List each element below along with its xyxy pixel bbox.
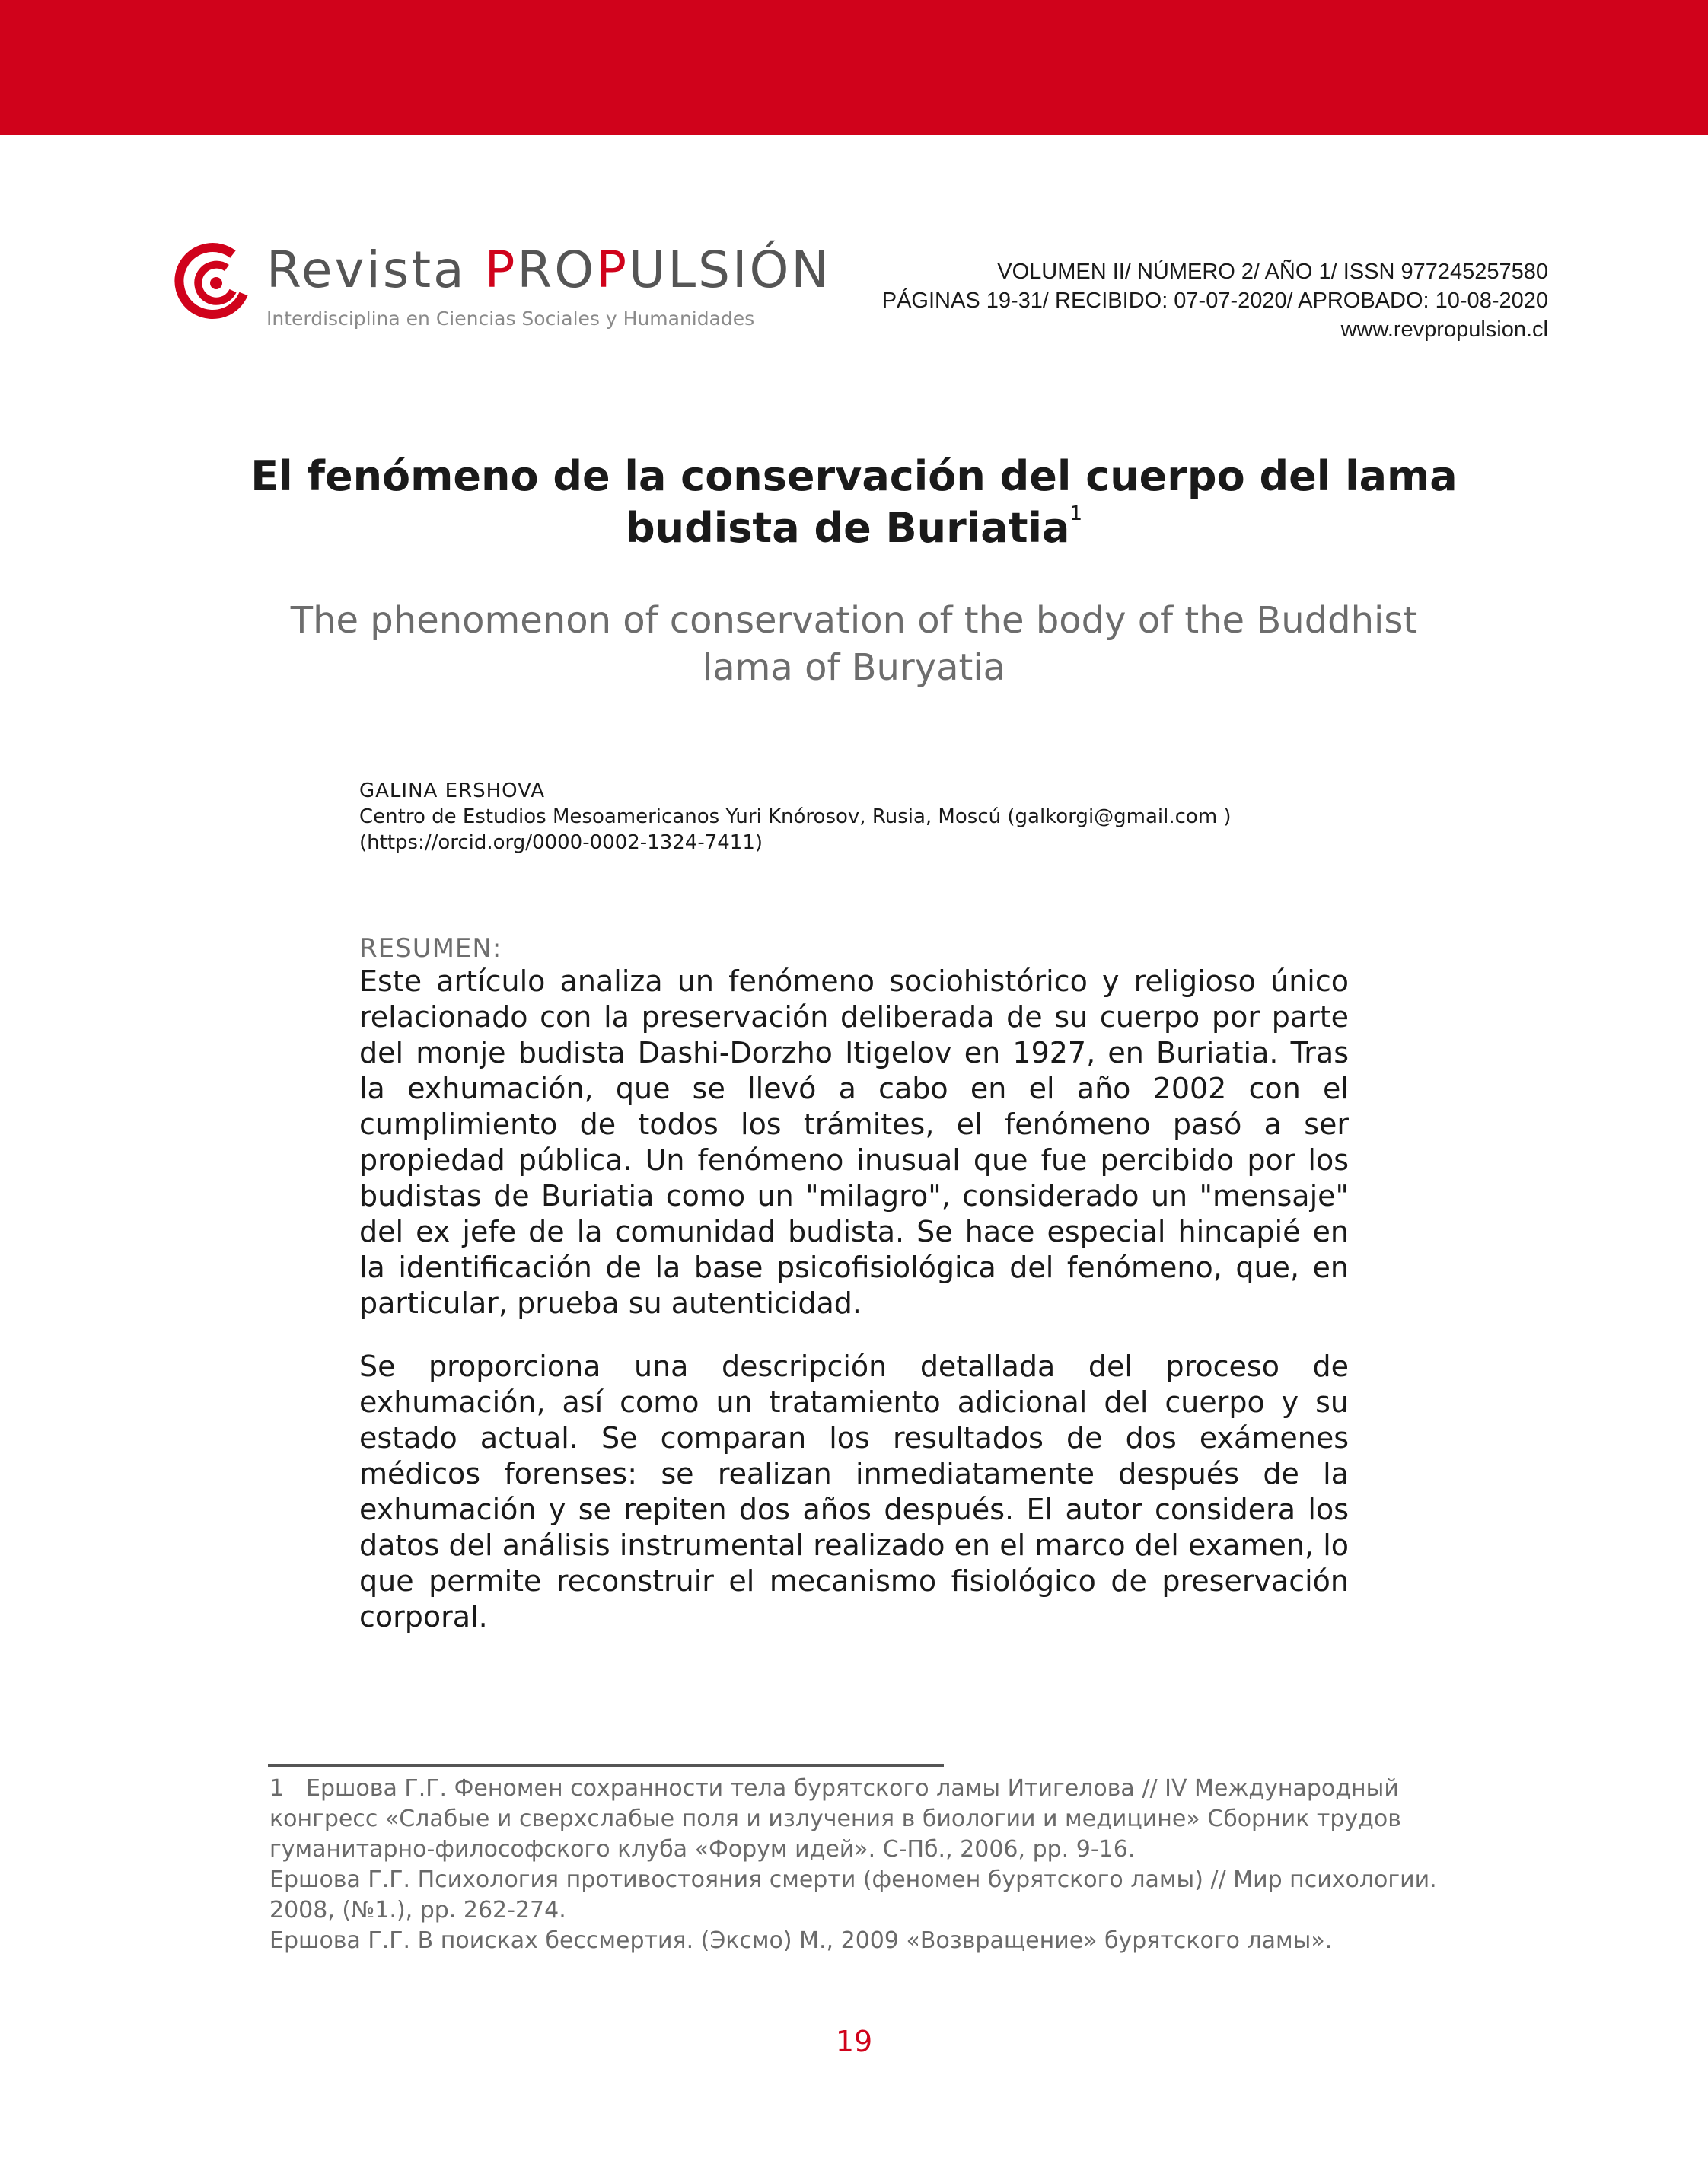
footnotes: [269, 1774, 1457, 1956]
title-en-line-2: lama of Buryatia: [702, 646, 1006, 689]
article-title-spanish: [228, 451, 1480, 554]
journal-name-red-letter: P: [484, 241, 518, 299]
abstract-heading: RESUMEN:: [359, 933, 502, 964]
journal-name-part3: ULSIÓN: [629, 241, 831, 299]
journal-name: [266, 241, 831, 299]
title-es-line-2: [228, 502, 1480, 554]
journal-subtitle: Interdisciplina en Ciencias Sociales y Humanidades: [266, 308, 755, 330]
author-affiliation: Centro de Estudios Mesoamericanos Yuri Knórosov, Rusia, Moscú (galkorgi@gmail.com ): [359, 805, 1232, 828]
article-title-english: [228, 597, 1480, 691]
abstract-paragraph-2: Se proporciona una descripción detallada del proceso de exhumación, así como un tratamiento adicional del cuerpo y su estado actual. Se comparan los resultados de dos exámenes médicos forenses: se realizan inmediatamente después de la exhumación y se repiten dos años después. El autor considera los datos del análisis instrumental realizado en el marco del examen, lo que permite reconstruir el mecanismo fisiológico de preservación corporal.: [359, 1350, 1349, 1634]
journal-logo[interactable]: [174, 237, 831, 336]
journal-website-link[interactable]: www.revpropulsion.cl: [1340, 317, 1548, 342]
issue-volume-line: VOLUMEN II/ NÚMERO 2/ AÑO 1/ ISSN 977245257580: [997, 260, 1548, 284]
title-es-line-1: El fenómeno de la conservación del cuerpo del lama: [250, 452, 1458, 500]
footnote-ref-1: Ершова Г.Г. Феномен сохранности тела бурятского ламы Итигелова // IV Международный конгресс «Слабые и сверхслабые поля и излучения в биологии и медицине» Сборник трудов гуманитарно-философского клуба «Форум идей». С-Пб., 2006, pp. 9-16.: [269, 1775, 1401, 1863]
header-band: [0, 0, 1708, 135]
footnote-ref-3: Ершова Г.Г. В поисках бессмертия. (Эксмо) М., 2009 «Возвращение» бурятского ламы».: [269, 1927, 1333, 1954]
page-number: 19: [835, 2025, 873, 2058]
abstract-paragraph-1: Este artículo analiza un fenómeno sociohistórico y religioso único relacionado con la preservación deliberada de su cuerpo por parte del monje budista Dashi-Dorzho Itigelov en 1927, en Buriatia. Tras la exhumación, que se llevó a cabo en el año 2002 con el cumplimiento de todos los trámites, el fenómeno pasó a ser propiedad pública. Un fenómeno inusual que fue percibido por los budistas de Buriatia como un "milagro", considerado un "mensaje" del ex jefe de la comunidad budista. Se hace especial hincapié en la identificación de la base psicofisiológica del fenómeno, que, en particular, prueba su autenticidad.: [359, 964, 1349, 1320]
issue-metadata: [882, 257, 1548, 344]
concentric-c-icon: [174, 241, 257, 324]
author-orcid-link[interactable]: (https://orcid.org/0000-0002-1324-7411): [359, 831, 763, 854]
journal-name-prefix: Revista: [266, 241, 485, 299]
journal-name-red-letter-2: P: [596, 241, 629, 299]
abstract-section: [359, 933, 1349, 1662]
issue-pages-line: PÁGINAS 19-31/ RECIBIDO: 07-07-2020/ APROBADO: 10-08-2020: [881, 288, 1548, 313]
title-footnote-mark[interactable]: 1: [1069, 502, 1083, 525]
footnote-separator: [268, 1764, 944, 1767]
footnote-ref-2: Ершова Г.Г. Психология противостояния смерти (феномен бурятского ламы) // Мир психологии. 2008, (№1.), pp. 262-274.: [269, 1866, 1437, 1924]
title-es-line-2-text: budista de Buriatia: [625, 504, 1070, 552]
footnote-number: 1: [269, 1775, 285, 1802]
title-en-line-1: The phenomenon of conservation of the body of the Buddhist: [290, 599, 1418, 642]
footnote-1: [269, 1774, 1457, 1865]
journal-name-part2: RO: [517, 241, 597, 299]
author-block: [359, 778, 1349, 856]
author-name: GALINA ERSHOVA: [359, 779, 546, 802]
